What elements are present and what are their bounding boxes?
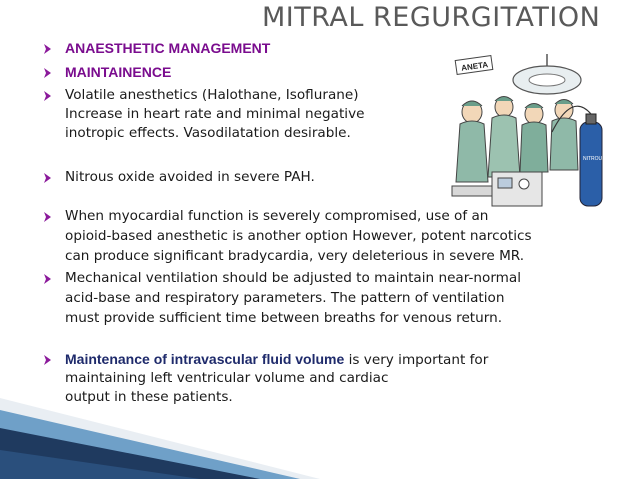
illustration-sign-text: ANETA [460, 60, 489, 73]
paragraph-rest: is very important for [344, 352, 489, 368]
paragraph-line-highlighted [65, 350, 488, 370]
bullet-arrow-icon [41, 67, 53, 79]
paragraph-line: inotropic effects. Vasodilatation desirable. [65, 125, 351, 141]
heading-maintainence: MAINTAINENCE [65, 64, 172, 80]
bullet-arrow-icon [41, 172, 53, 184]
slide-title: MITRAL REGURGITATION [262, 2, 601, 33]
paragraph-line: Nitrous oxide avoided in severe PAH. [65, 169, 315, 185]
paragraph-line: opioid-based anesthetic is another option However, potent narcotics [65, 228, 532, 244]
bullet-arrow-icon [41, 43, 53, 55]
tank-label: NITROUS OXIDE [583, 156, 623, 162]
paragraph-line: Increase in heart rate and minimal negative [65, 106, 365, 122]
paragraph-line: output in these patients. [65, 389, 233, 405]
corner-decoration [0, 388, 320, 479]
paragraph-line: acid-base and respiratory parameters. The pattern of ventilation [65, 290, 505, 306]
bullet-arrow-icon [41, 354, 53, 366]
bullet-arrow-icon [41, 211, 53, 223]
paragraph-line: When myocardial function is severely compromised, use of an [65, 208, 489, 224]
paragraph-line: Mechanical ventilation should be adjusted to maintain near-normal [65, 270, 522, 286]
bullet-arrow-icon [41, 90, 53, 102]
anesthesia-cartoon-illustration [452, 52, 623, 212]
bullet-arrow-icon [41, 273, 53, 285]
paragraph-line: Volatile anesthetics (Halothane, Isoflurane) [65, 87, 359, 103]
paragraph-line: can produce significant bradycardia, very deleterious in severe MR. [65, 248, 525, 264]
paragraph-line: must provide sufficient time between breaths for venous return. [65, 310, 503, 326]
highlight-text: Maintenance of intravascular fluid volume [65, 351, 345, 367]
paragraph-line: maintaining left ventricular volume and cardiac [65, 370, 389, 386]
heading-anaesthetic-management: ANAESTHETIC MANAGEMENT [65, 40, 271, 56]
